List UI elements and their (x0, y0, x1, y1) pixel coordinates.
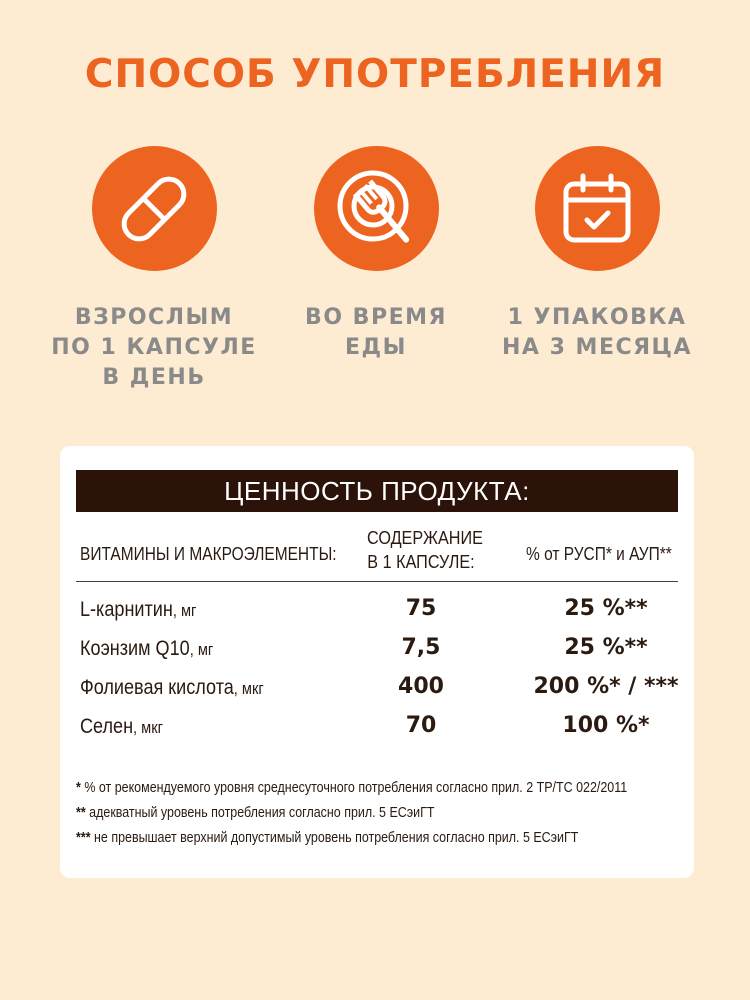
column-header-name: ВИТАМИНЫ И МАКРОЭЛЕМЕНТЫ: (80, 544, 337, 564)
row-name: Селен, мкг (80, 715, 163, 738)
row-percent: 100 %* (562, 713, 650, 738)
usage-steps (0, 146, 750, 406)
step-with-meal-caption: ВО ВРЕМЯ ЕДЫ (305, 305, 447, 360)
step-duration (477, 146, 717, 363)
row-amount: 7,5 (401, 635, 441, 660)
footnote: * % от рекомендуемого уровня среднесуточного потребления согласно прил. 2 ТР/ТС 022/2011 (76, 780, 628, 796)
table-row (76, 670, 678, 709)
row-name: Фолиевая кислота, мкг (80, 676, 264, 699)
capsule-icon (92, 146, 217, 271)
table-column-headers (76, 524, 678, 582)
column-header-amount: СОДЕРЖАНИЕ В 1 КАПСУЛЕ: (367, 528, 483, 572)
table-row (76, 631, 678, 670)
nutrition-rows (76, 592, 678, 748)
step-dosage-caption: ВЗРОСЛЫМ ПО 1 КАПСУЛЕ В ДЕНЬ (51, 305, 257, 390)
table-row (76, 592, 678, 631)
footnote: *** не превышает верхний допустимый уровень потребления согласно прил. 5 ЕСэиГТ (76, 830, 579, 846)
calendar-check-icon (535, 146, 660, 271)
row-percent: 25 %** (564, 596, 648, 621)
table-row (76, 709, 678, 748)
row-name: Коэнзим Q10, мг (80, 637, 214, 660)
step-with-meal (256, 146, 496, 363)
row-percent: 25 %** (564, 635, 648, 660)
footnote: ** адекватный уровень потребления согласно прил. 5 ЕСэиГТ (76, 805, 435, 821)
row-amount: 75 (405, 596, 437, 621)
page-title: СПОСОБ УПОТРЕБЛЕНИЯ (84, 52, 666, 97)
step-dosage (34, 146, 274, 393)
step-duration-caption: 1 УПАКОВКА НА 3 МЕСЯЦА (501, 305, 692, 360)
footnotes (76, 776, 678, 851)
row-percent: 200 %* / *** (533, 674, 679, 699)
row-name: L-карнитин, мг (80, 598, 197, 621)
row-amount: 400 (398, 674, 444, 699)
nutrition-card (60, 446, 694, 878)
row-amount: 70 (405, 713, 437, 738)
column-header-percent: % от РУСП* и АУП** (526, 544, 672, 564)
nutrition-header: ЦЕННОСТЬ ПРОДУКТА: (76, 470, 678, 512)
plate-fork-icon (314, 146, 439, 271)
